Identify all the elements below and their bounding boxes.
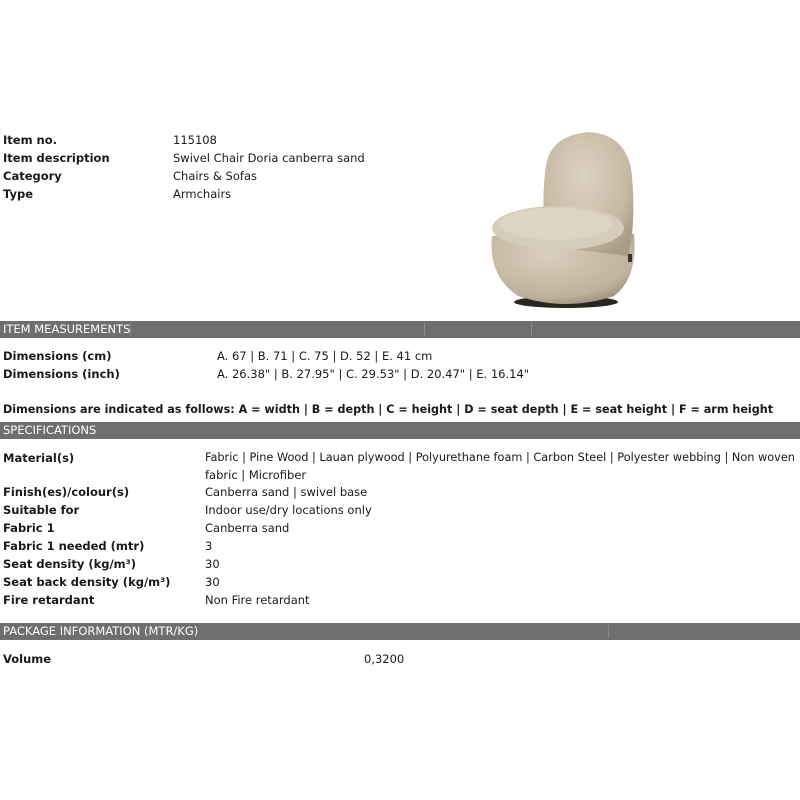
dimensions-cm-label: Dimensions (cm): [3, 349, 112, 363]
specifications-header: [0, 422, 800, 439]
fabric-needed-value: 3: [205, 539, 213, 553]
product-image: [478, 126, 650, 312]
item-no-value: 115108: [173, 133, 217, 147]
item-measurements-title: ITEM MEASUREMENTS: [3, 322, 131, 336]
fabric-1-value: Canberra sand: [205, 521, 290, 535]
header-divider: [531, 323, 532, 336]
dimensions-inch-label: Dimensions (inch): [3, 367, 120, 381]
swivel-chair-icon: [478, 126, 650, 312]
dimensions-cm-value: A. 67 | B. 71 | C. 75 | D. 52 | E. 41 cm: [217, 349, 433, 363]
specifications-title: SPECIFICATIONS: [3, 423, 97, 437]
seat-density-value: 30: [205, 557, 220, 571]
seat-density-label: Seat density (kg/m³): [3, 557, 136, 571]
header-divider: [130, 323, 131, 336]
volume-value: 0,3200: [364, 652, 405, 666]
seat-back-density-label: Seat back density (kg/m³): [3, 575, 171, 589]
materials-value-line1: Fabric | Pine Wood | Lauan plywood | Polyurethane foam | Carbon Steel | Polyester webbing | Non woven: [205, 451, 795, 464]
type-value: Armchairs: [173, 187, 232, 201]
category-label: Category: [3, 169, 62, 183]
item-description-value: Swivel Chair Doria canberra sand: [173, 151, 365, 165]
package-information-title: PACKAGE INFORMATION (MTR/KG): [3, 624, 199, 638]
header-divider: [608, 625, 609, 638]
category-value: Chairs & Sofas: [173, 169, 257, 183]
dimensions-inch-value: A. 26.38" | B. 27.95" | C. 29.53" | D. 20.47" | E. 16.14": [217, 367, 530, 381]
volume-label: Volume: [3, 652, 52, 666]
fire-retardant-value: Non Fire retardant: [205, 593, 310, 607]
finish-value: Canberra sand | swivel base: [205, 485, 368, 499]
type-label: Type: [3, 187, 34, 201]
suitable-for-value: Indoor use/dry locations only: [205, 503, 372, 517]
fabric-needed-label: Fabric 1 needed (mtr): [3, 539, 145, 553]
item-measurements-header: [0, 321, 800, 338]
fabric-1-label: Fabric 1: [3, 521, 55, 535]
suitable-for-label: Suitable for: [3, 503, 80, 517]
seat-back-density-value: 30: [205, 575, 220, 589]
dimensions-legend: Dimensions are indicated as follows: A = width | B = depth | C = height | D = seat depth | E = seat height | F = arm height: [3, 403, 774, 416]
item-no-label: Item no.: [3, 133, 58, 147]
item-description-label: Item description: [3, 151, 110, 165]
materials-label: Material(s): [3, 451, 75, 465]
finish-label: Finish(es)/colour(s): [3, 485, 130, 499]
header-divider: [424, 323, 425, 336]
materials-value-line2: fabric | Microfiber: [205, 468, 307, 482]
package-information-header: [0, 623, 800, 640]
fire-retardant-label: Fire retardant: [3, 593, 95, 607]
